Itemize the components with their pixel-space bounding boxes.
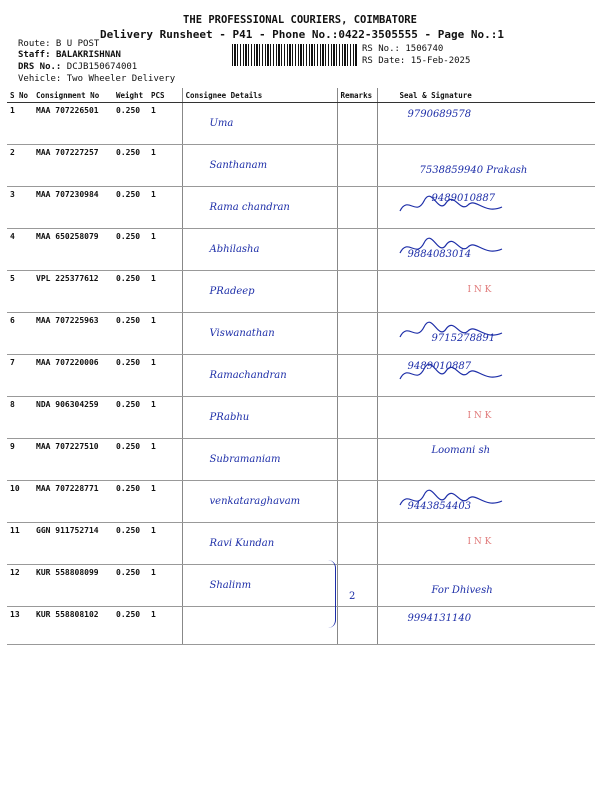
row-remarks bbox=[337, 187, 377, 229]
row-consignee bbox=[182, 271, 337, 313]
consignee-name: Rama chandran bbox=[209, 202, 290, 213]
row-signature bbox=[377, 481, 595, 523]
ink-stamp: I N K bbox=[467, 537, 492, 547]
row-weight: 0.250 bbox=[113, 481, 148, 523]
row-sno: 9 bbox=[7, 439, 33, 481]
row-remarks bbox=[337, 103, 377, 145]
row-weight: 0.250 bbox=[113, 145, 148, 187]
row-consignee bbox=[182, 103, 337, 145]
row-signature bbox=[377, 103, 595, 145]
row-consignment-no: MAA 707227257 bbox=[33, 145, 113, 187]
handwritten-signature bbox=[398, 235, 508, 261]
drs-number: DCJB150674001 bbox=[66, 62, 138, 72]
row-consignment-no: MAA 707230984 bbox=[33, 187, 113, 229]
runsheet-table bbox=[7, 88, 595, 645]
col-pcs: PCS bbox=[148, 88, 182, 103]
table-row bbox=[7, 229, 595, 271]
row-remarks bbox=[337, 565, 377, 607]
runsheet-subtitle: Delivery Runsheet - P41 - Phone No.:0422-3505555 - Page No.:1 bbox=[100, 28, 504, 41]
row-pcs: 1 bbox=[148, 145, 182, 187]
row-pcs: 1 bbox=[148, 481, 182, 523]
row-consignment-no: VPL 225377612 bbox=[33, 271, 113, 313]
consignee-name: Ramachandran bbox=[209, 370, 287, 381]
row-sno: 10 bbox=[7, 481, 33, 523]
row-pcs: 1 bbox=[148, 229, 182, 271]
table-row bbox=[7, 481, 595, 523]
signature-text: 9884083014 bbox=[407, 249, 472, 260]
row-pcs: 1 bbox=[148, 313, 182, 355]
rs-date-line bbox=[362, 56, 470, 66]
table-row bbox=[7, 523, 595, 565]
row-consignee bbox=[182, 565, 337, 607]
row-pcs: 1 bbox=[148, 271, 182, 313]
drs-label: DRS No.: bbox=[18, 62, 62, 72]
row-remarks bbox=[337, 271, 377, 313]
col-weight: Weight bbox=[113, 88, 148, 103]
row-weight: 0.250 bbox=[113, 439, 148, 481]
table-row bbox=[7, 607, 595, 645]
row-consignment-no: MAA 707228771 bbox=[33, 481, 113, 523]
row-pcs: 1 bbox=[148, 355, 182, 397]
table-row bbox=[7, 439, 595, 481]
signature-text: 9994131140 bbox=[407, 613, 472, 624]
signature-text: 9489010887 bbox=[431, 193, 496, 204]
col-signature: Seal & Signature bbox=[377, 88, 595, 103]
rs-no-value: 1506740 bbox=[405, 44, 444, 54]
row-pcs: 1 bbox=[148, 103, 182, 145]
col-consignment-no: Consignment No bbox=[33, 88, 113, 103]
row-sno: 1 bbox=[7, 103, 33, 145]
row-sno: 2 bbox=[7, 145, 33, 187]
row-signature bbox=[377, 313, 595, 355]
row-consignee bbox=[182, 523, 337, 565]
group-annotation: 2 bbox=[349, 591, 356, 602]
group-bracket bbox=[327, 560, 336, 628]
row-signature bbox=[377, 397, 595, 439]
row-sno: 12 bbox=[7, 565, 33, 607]
row-consignment-no: GGN 911752714 bbox=[33, 523, 113, 565]
row-pcs: 1 bbox=[148, 565, 182, 607]
table-row bbox=[7, 397, 595, 439]
row-consignee bbox=[182, 229, 337, 271]
row-signature bbox=[377, 439, 595, 481]
consignee-name: Ravi Kundan bbox=[209, 538, 275, 549]
row-remarks bbox=[337, 145, 377, 187]
company-title: THE PROFESSIONAL COURIERS, COIMBATORE bbox=[183, 14, 417, 26]
table-row bbox=[7, 103, 595, 145]
row-pcs: 1 bbox=[148, 523, 182, 565]
ink-stamp: I N K bbox=[467, 411, 492, 421]
row-weight: 0.250 bbox=[113, 187, 148, 229]
row-consignment-no: MAA 707225963 bbox=[33, 313, 113, 355]
ink-stamp: I N K bbox=[467, 285, 492, 295]
row-consignment-no: MAA 650258079 bbox=[33, 229, 113, 271]
row-sno: 7 bbox=[7, 355, 33, 397]
row-remarks bbox=[337, 523, 377, 565]
row-remarks bbox=[337, 229, 377, 271]
consignee-name: Shalinm bbox=[209, 580, 252, 591]
signature-text: Loomani sh bbox=[431, 445, 491, 456]
signature-text: 9715278891 bbox=[431, 333, 496, 344]
row-sno: 3 bbox=[7, 187, 33, 229]
route-text: Route: B U POST bbox=[18, 39, 100, 49]
row-sno: 6 bbox=[7, 313, 33, 355]
consignee-name: PRadeep bbox=[209, 286, 255, 297]
row-weight: 0.250 bbox=[113, 271, 148, 313]
rs-no-label: RS No.: bbox=[362, 44, 400, 54]
row-consignee bbox=[182, 607, 337, 645]
table-row bbox=[7, 187, 595, 229]
row-signature bbox=[377, 145, 595, 187]
row-pcs: 1 bbox=[148, 439, 182, 481]
row-remarks bbox=[337, 439, 377, 481]
row-weight: 0.250 bbox=[113, 229, 148, 271]
row-consignment-no: MAA 707220006 bbox=[33, 355, 113, 397]
row-sno: 4 bbox=[7, 229, 33, 271]
staff-name: BALAKRISHNAN bbox=[55, 50, 121, 60]
row-remarks bbox=[337, 397, 377, 439]
row-weight: 0.250 bbox=[113, 355, 148, 397]
col-sno: S No bbox=[7, 88, 33, 103]
row-consignment-no: MAA 707227510 bbox=[33, 439, 113, 481]
table-row bbox=[7, 355, 595, 397]
rs-no-line bbox=[362, 44, 443, 54]
row-weight: 0.250 bbox=[113, 607, 148, 645]
rs-date-label: RS Date: bbox=[362, 56, 406, 66]
table-row bbox=[7, 271, 595, 313]
table-row bbox=[7, 565, 595, 607]
row-remarks bbox=[337, 607, 377, 645]
row-signature bbox=[377, 229, 595, 271]
row-consignee bbox=[182, 439, 337, 481]
row-consignment-no: KUR 558808102 bbox=[33, 607, 113, 645]
consignee-name: Subramaniam bbox=[209, 454, 281, 465]
consignee-name: Uma bbox=[209, 118, 234, 129]
row-signature bbox=[377, 355, 595, 397]
signature-text: 9443854403 bbox=[407, 501, 472, 512]
consignee-name: Viswanathan bbox=[209, 328, 275, 339]
col-remarks: Remarks bbox=[337, 88, 377, 103]
handwritten-signature bbox=[398, 319, 508, 345]
row-remarks bbox=[337, 355, 377, 397]
row-weight: 0.250 bbox=[113, 523, 148, 565]
vehicle-text: Vehicle: Two Wheeler Delivery bbox=[18, 74, 176, 84]
row-consignee bbox=[182, 355, 337, 397]
row-signature bbox=[377, 565, 595, 607]
row-consignee bbox=[182, 187, 337, 229]
row-weight: 0.250 bbox=[113, 397, 148, 439]
staff-line bbox=[18, 50, 121, 60]
signature-text: For Dhivesh bbox=[431, 585, 493, 596]
handwritten-signature bbox=[398, 361, 508, 387]
staff-label: Staff: bbox=[18, 50, 51, 60]
row-signature bbox=[377, 271, 595, 313]
signature-text: 9489010887 bbox=[407, 361, 472, 372]
table-row bbox=[7, 145, 595, 187]
row-consignee bbox=[182, 313, 337, 355]
row-weight: 0.250 bbox=[113, 565, 148, 607]
row-sno: 5 bbox=[7, 271, 33, 313]
row-consignment-no: KUR 558808099 bbox=[33, 565, 113, 607]
row-consignee bbox=[182, 481, 337, 523]
rs-date-value: 15-Feb-2025 bbox=[410, 56, 471, 66]
consignee-name: PRabhu bbox=[209, 412, 250, 423]
row-weight: 0.250 bbox=[113, 313, 148, 355]
row-signature bbox=[377, 607, 595, 645]
table-row bbox=[7, 313, 595, 355]
drs-line bbox=[18, 62, 137, 72]
row-sno: 8 bbox=[7, 397, 33, 439]
handwritten-signature bbox=[398, 487, 508, 513]
row-pcs: 1 bbox=[148, 607, 182, 645]
row-remarks bbox=[337, 313, 377, 355]
row-sno: 11 bbox=[7, 523, 33, 565]
row-weight: 0.250 bbox=[113, 103, 148, 145]
table-header-row bbox=[7, 88, 595, 103]
col-consignee: Consignee Details bbox=[182, 88, 337, 103]
row-consignment-no: MAA 707226501 bbox=[33, 103, 113, 145]
signature-text: 7538859940 Prakash bbox=[419, 165, 528, 176]
row-sno: 13 bbox=[7, 607, 33, 645]
handwritten-signature bbox=[398, 193, 508, 219]
row-signature bbox=[377, 523, 595, 565]
signature-text: 9790689578 bbox=[407, 109, 472, 120]
barcode-image bbox=[232, 44, 357, 66]
row-remarks bbox=[337, 481, 377, 523]
row-consignment-no: NDA 906304259 bbox=[33, 397, 113, 439]
row-consignee bbox=[182, 397, 337, 439]
row-pcs: 1 bbox=[148, 397, 182, 439]
consignee-name: Santhanam bbox=[209, 160, 268, 171]
row-signature bbox=[377, 187, 595, 229]
consignee-name: venkataraghavam bbox=[209, 496, 301, 507]
row-consignee bbox=[182, 145, 337, 187]
consignee-name: Abhilasha bbox=[209, 244, 260, 255]
row-pcs: 1 bbox=[148, 187, 182, 229]
